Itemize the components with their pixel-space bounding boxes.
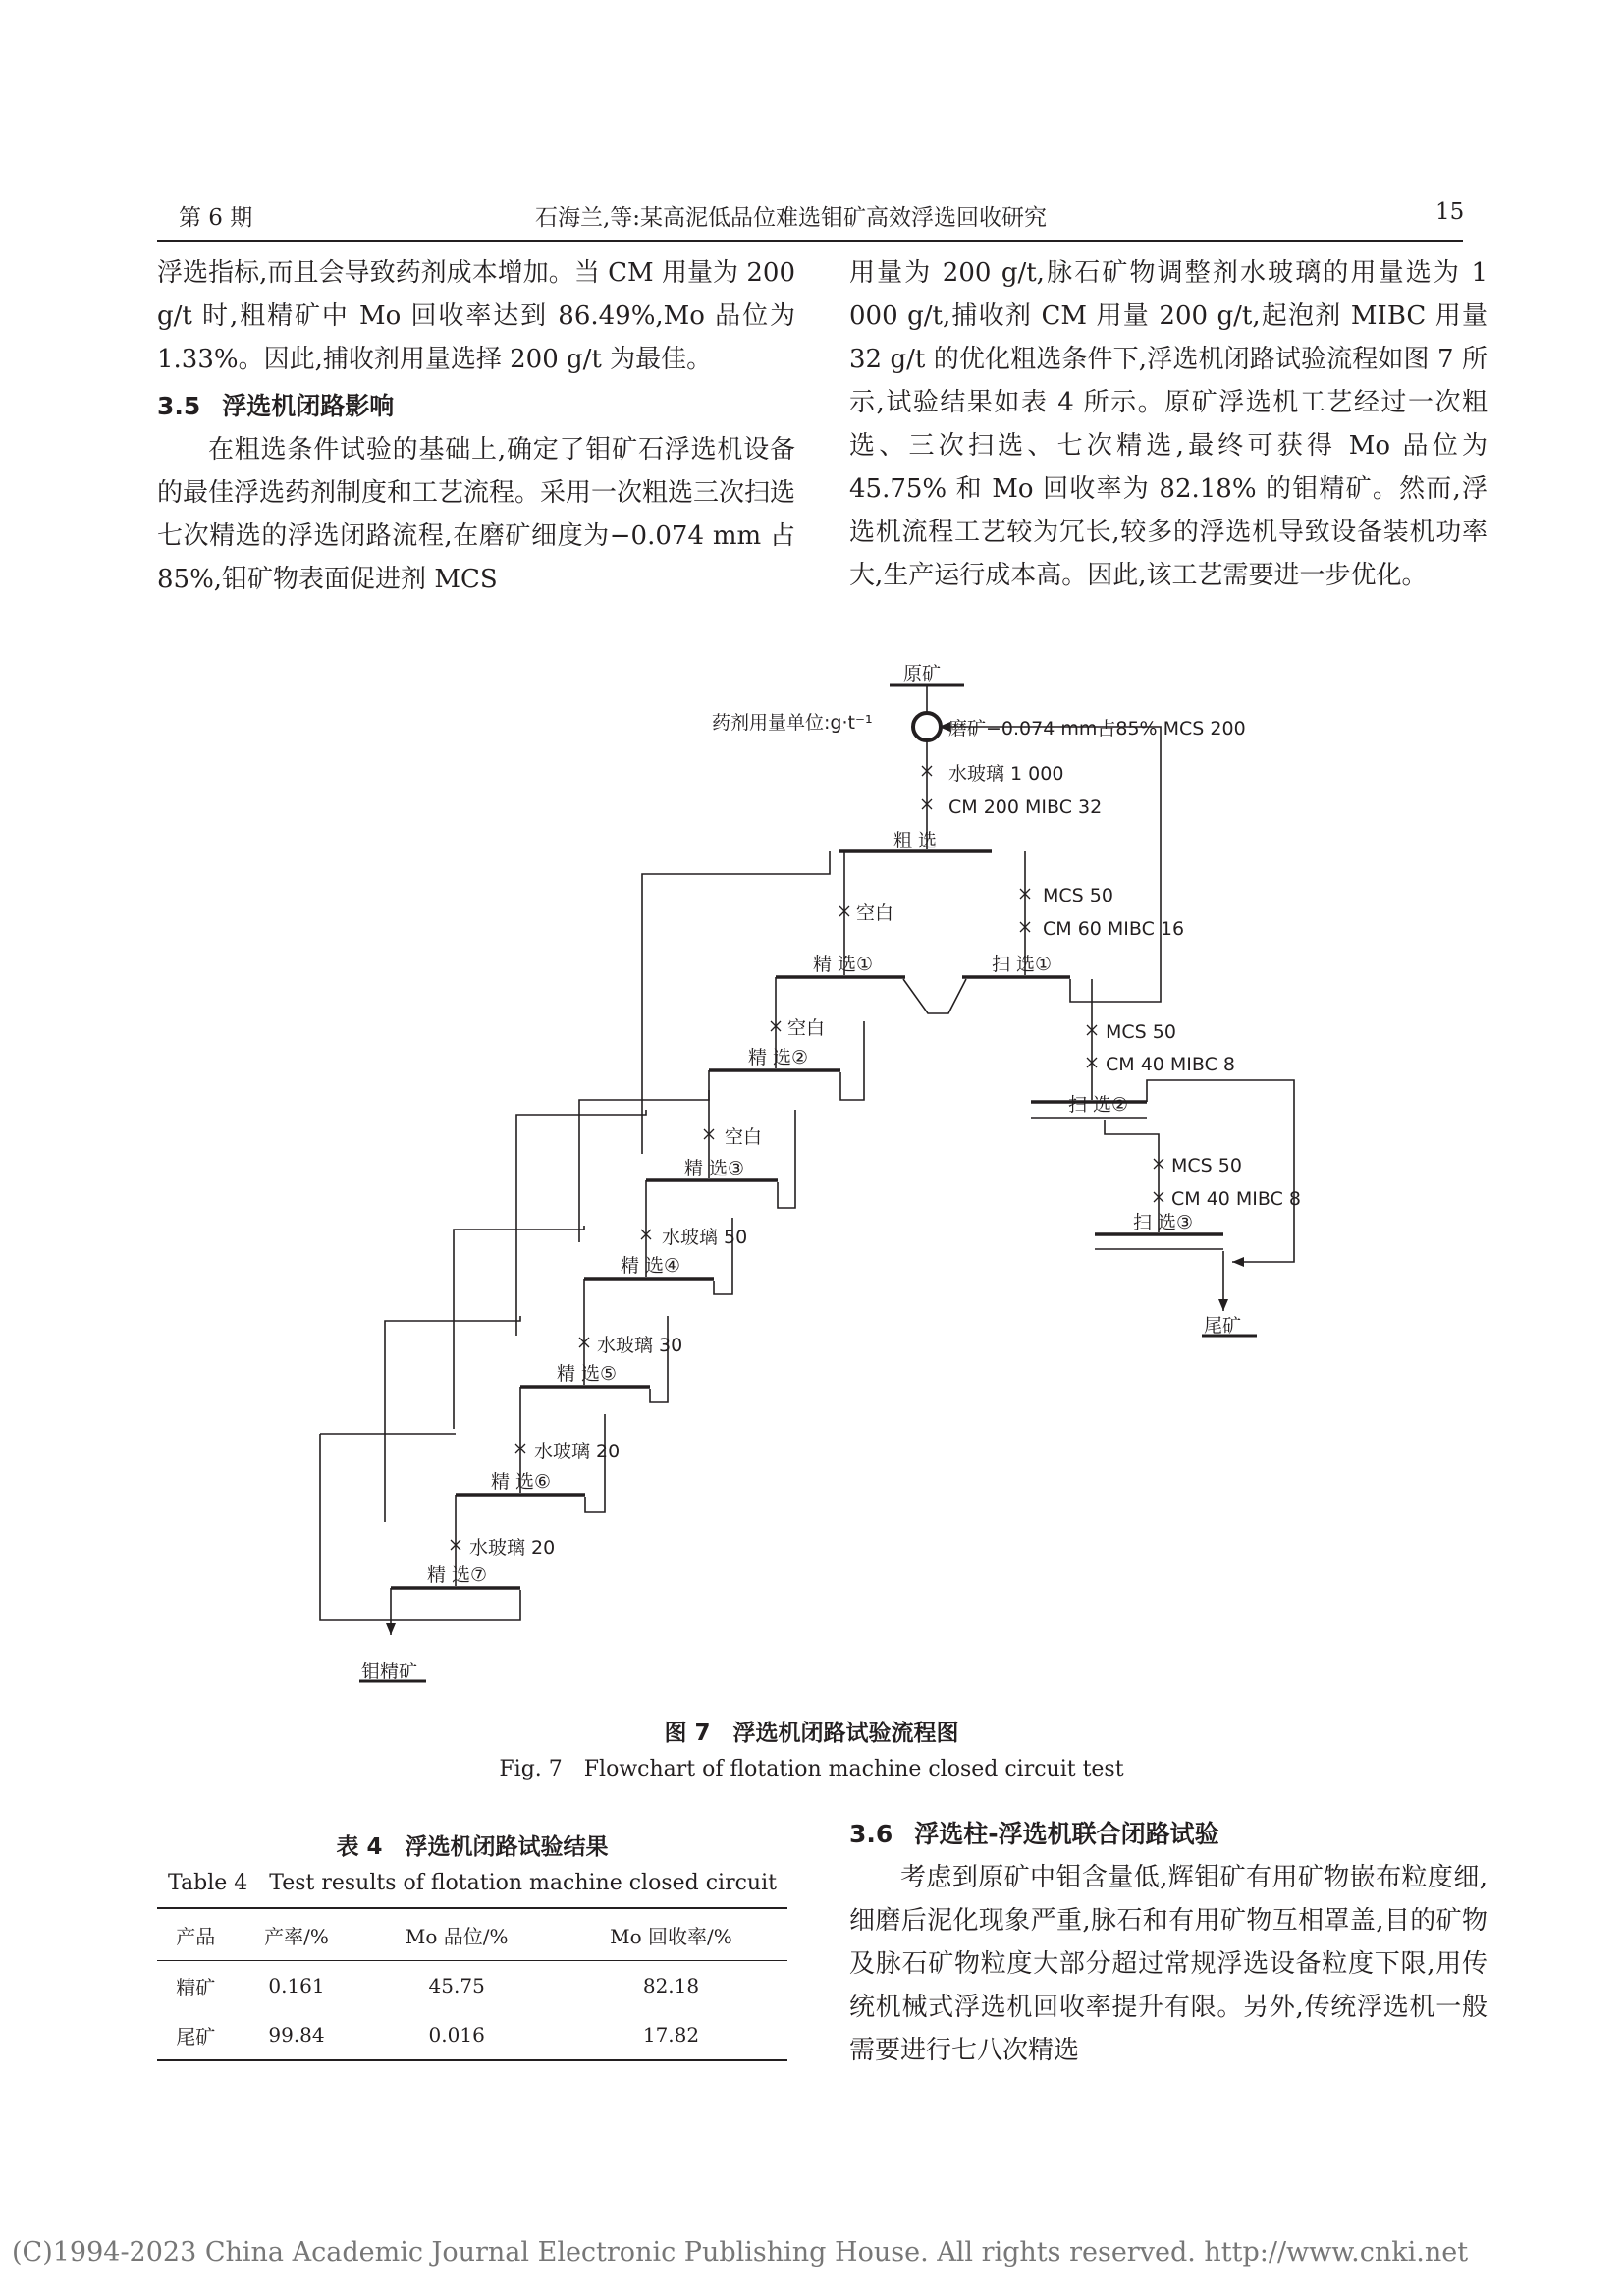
table-header-cell: Mo 回收率/%: [555, 1908, 787, 1961]
table-cell: 尾矿: [157, 2010, 235, 2060]
figure-caption-cn: 图 7 浮选机闭路试验流程图: [664, 1721, 959, 1746]
table-header-cell: 产率/%: [235, 1908, 359, 1961]
reagent-label-ws50: 水玻璃 50: [662, 1227, 748, 1248]
reagent-label-cm40-2: CM 40 MIBC 8: [1171, 1188, 1302, 1210]
figure-caption-en: Fig. 7 Flowchart of flotation machine closed circuit test: [499, 1757, 1124, 1781]
reagent-label-cm40-1: CM 40 MIBC 8: [1106, 1054, 1236, 1075]
concentrate-label: 钼精矿: [361, 1661, 418, 1682]
reagent-label-mcs50-3: MCS 50: [1171, 1155, 1242, 1176]
cleaner-label-3: 精 选③: [684, 1158, 745, 1179]
reagent-label-ws20-1: 水玻璃 20: [534, 1441, 621, 1462]
page-number: 15: [1435, 199, 1465, 225]
section-number: 3.6: [849, 1820, 893, 1848]
cleaner-label-7: 精 选⑦: [427, 1564, 488, 1586]
section-title: 浮选机闭路影响: [222, 392, 395, 420]
table-title-en: Table 4 Test results of flotation machine closed circuit: [168, 1871, 777, 1895]
dosage-unit-label: 药剂用量单位:g·t⁻¹: [712, 712, 873, 734]
table-cell: 17.82: [555, 2010, 787, 2060]
section-number: 3.5: [157, 392, 201, 420]
table-cell: 0.016: [358, 2010, 555, 2060]
raw-ore-label: 原矿: [903, 663, 942, 684]
cleaner-label-2: 精 选②: [748, 1047, 809, 1068]
table-cell: 精矿: [176, 1975, 216, 1999]
section-3-6: [849, 1813, 1488, 2072]
reagent-label-ws20-2: 水玻璃 20: [469, 1537, 556, 1558]
table-row: [157, 2010, 787, 2060]
table-cell: 82.18: [642, 1974, 700, 1997]
reagent-label-mcs50-2: MCS 50: [1106, 1021, 1176, 1043]
table-cell: 0.161: [268, 1974, 325, 1997]
scavenger-label-1: 扫 选①: [992, 954, 1053, 975]
tailings-label: 尾矿: [1204, 1315, 1242, 1337]
blank-label-2: 空白: [787, 1017, 826, 1039]
cleaner-label-1: 精 选①: [813, 954, 874, 975]
reagent-label-mcs50-1: MCS 50: [1043, 885, 1113, 906]
table-header-row: [157, 1908, 787, 1961]
running-title: 石海兰,等:某高泥低品位难选钼矿高效浮选回收研究: [535, 205, 1048, 231]
reagent-label-ws1000: 水玻璃 1 000: [948, 763, 1064, 785]
rougher-label: 粗 选: [893, 830, 938, 851]
blank-label-3: 空白: [725, 1126, 763, 1148]
scavenger-label-3: 扫 选③: [1133, 1212, 1194, 1233]
section-3-6-paragraph: 考虑到原矿中钼含量低,辉钼矿有用矿物嵌布粒度细,细磨后泥化现象严重,脉石和有用矿物互相罩盖,目的矿物及脉石矿物粒度大部分超过常规浮选设备粒度下限,用传统机械式浮选机回收率提升有限。另外,传统浮选机一般需要进行七八次精选: [849, 1863, 1488, 2065]
left-paragraph: 在粗选条件试验的基础上,确定了钼矿石浮选机设备的最佳浮选药剂制度和工艺流程。采用一次粗选三次扫选七次精选的浮选闭路流程,在磨矿细度为−0.074 mm 占 85%,钼矿物表面促进剂 MCS: [157, 435, 796, 594]
results-table: [157, 1907, 787, 2061]
table-header-cell: Mo 品位/%: [358, 1908, 555, 1961]
table-title-cn: 表 4 浮选机闭路试验结果: [336, 1834, 609, 1860]
table-cell: 45.75: [428, 1974, 485, 1997]
copyright-footer: (C)1994-2023 China Academic Journal Electronic Publishing House. All rights reserved. http://www.cnki.net: [12, 2237, 1469, 2268]
cleaner-label-4: 精 选④: [621, 1255, 681, 1277]
reagent-label-ws30: 水玻璃 30: [597, 1335, 683, 1356]
grinding-label: 磨矿−0.074 mm占85% MCS 200: [948, 718, 1246, 739]
table-row: [157, 1961, 787, 2011]
scavenger-label-2: 扫 选②: [1068, 1094, 1129, 1116]
right-paragraph-continued: 用量为 200 g/t,脉石矿物调整剂水玻璃的用量选为 1 000 g/t,捕收剂 CM 用量 200 g/t,起泡剂 MIBC 用量 32 g/t 的优化粗选条件下,浮选机闭路试验流程如图 7 所示,试验结果如表 4 所示。原矿浮选机工艺经过一次粗选、三次扫选、七次精选,最终可获得 Mo 品位为 45.75% 和 Mo 回收率为 82.18% 的钼精矿。然而,浮选机流程工艺较为冗长,较多的浮选机导致设备装机功率大,生产运行成本高。因此,该工艺需要进一步优化。: [849, 258, 1488, 590]
reagent-label-cm200: CM 200 MIBC 32: [948, 796, 1103, 818]
left-paragraph-continued: 浮选指标,而且会导致药剂成本增加。当 CM 用量为 200 g/t 时,粗精矿中 Mo 回收率达到 86.49%,Mo 品位为 1.33%。因此,捕收剂用量选择 200 g/t 为最佳。: [157, 258, 795, 374]
blank-label-1: 空白: [856, 902, 894, 924]
section-title: 浮选柱-浮选机联合闭路试验: [914, 1820, 1219, 1848]
cleaner-label-5: 精 选⑤: [557, 1363, 618, 1385]
reagent-label-cm60: CM 60 MIBC 16: [1043, 918, 1185, 940]
section-heading-3-6: [849, 1813, 1488, 1856]
table-cell: 99.84: [235, 2010, 359, 2060]
cleaner-label-6: 精 选⑥: [491, 1471, 552, 1493]
table-header-cell: 产品: [157, 1908, 235, 1961]
issue-number: 第 6 期: [179, 205, 253, 231]
